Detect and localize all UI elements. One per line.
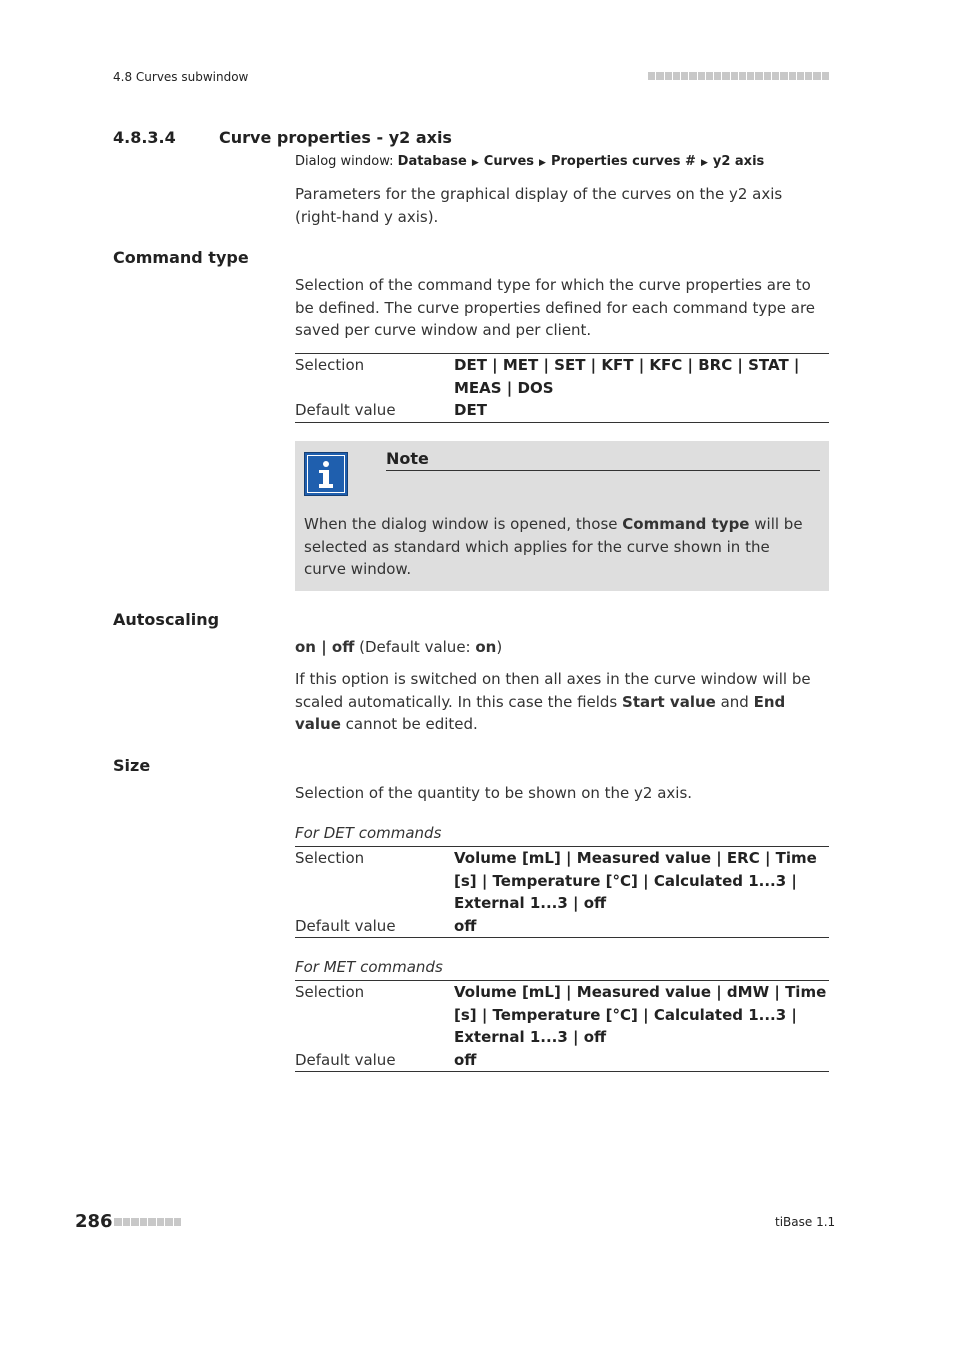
footer-decoration bbox=[114, 1218, 181, 1226]
met-table bbox=[295, 980, 829, 1072]
table-row bbox=[295, 1049, 829, 1072]
product-name: tiBase 1.1 bbox=[775, 1215, 836, 1229]
met-caption: For MET commands bbox=[295, 958, 443, 976]
table-row bbox=[295, 399, 829, 422]
path-arrow-icon: ▶ bbox=[539, 158, 546, 168]
det-table bbox=[295, 846, 829, 938]
running-header: 4.8 Curves subwindow bbox=[113, 70, 249, 84]
size-description: Selection of the quantity to be shown on the y2 axis. bbox=[295, 784, 693, 802]
size-label: Size bbox=[113, 756, 151, 775]
note-title: Note bbox=[386, 449, 820, 471]
command-type-description: Selection of the command type for which the curve properties are to be defined. The curve properties defined for each command type are saved per curve window and per client. bbox=[295, 276, 816, 339]
section-number: 4.8.3.4 bbox=[113, 128, 176, 147]
det-caption: For DET commands bbox=[295, 824, 442, 842]
table-value: Volume [mL] | Measured value | dMW | Time [s] | Temperature [°C] | Calculated 1...3 | External 1...3 | off bbox=[454, 983, 827, 1046]
dialog-path-item: Database bbox=[397, 154, 467, 169]
dialog-path bbox=[295, 154, 764, 169]
info-icon bbox=[304, 452, 348, 496]
intro-paragraph: Parameters for the graphical display of the curves on the y2 axis (right-hand y axis). bbox=[295, 185, 783, 226]
table-value: DET bbox=[454, 401, 487, 419]
table-row bbox=[295, 915, 829, 938]
table-row bbox=[295, 981, 829, 1049]
note-text: When the dialog window is opened, those Command type will be selected as standard which applies for the curve shown in the curve window. bbox=[304, 515, 803, 578]
table-key: Selection bbox=[295, 849, 365, 867]
path-arrow-icon: ▶ bbox=[700, 158, 708, 168]
dialog-path-prefix: Dialog window: bbox=[295, 154, 394, 169]
page-number: 286 bbox=[75, 1211, 113, 1232]
table-key: Default value bbox=[295, 916, 396, 935]
table-key: Selection bbox=[295, 356, 365, 374]
autoscaling-description: If this option is switched on then all axes in the curve window will be scaled automatically. In this case the fields Start value and End value cannot be edited. bbox=[295, 670, 811, 733]
section-title: Curve properties - y2 axis bbox=[219, 128, 452, 147]
header-decoration bbox=[648, 72, 829, 80]
autoscaling-options: on | off (Default value: on) bbox=[295, 638, 503, 656]
command-type-label: Command type bbox=[113, 248, 249, 267]
note-box bbox=[295, 441, 829, 591]
command-type-table bbox=[295, 353, 829, 423]
dialog-path-item: y2 axis bbox=[712, 154, 765, 169]
table-value: DET | MET | SET | KFT | KFC | BRC | STAT | MEAS | DOS bbox=[454, 356, 800, 397]
autoscaling-label: Autoscaling bbox=[113, 610, 220, 629]
table-row bbox=[295, 354, 829, 399]
table-value: off bbox=[454, 1050, 477, 1069]
table-value: Volume [mL] | Measured value | ERC | Time [s] | Temperature [°C] | Calculated 1...3 | External 1...3 | off bbox=[454, 849, 817, 912]
table-key: Default value bbox=[295, 1050, 396, 1069]
path-arrow-icon: ▶ bbox=[471, 158, 479, 168]
table-key: Selection bbox=[295, 983, 365, 1001]
table-key: Default value bbox=[295, 401, 396, 419]
table-value: off bbox=[454, 916, 477, 935]
dialog-path-item: Curves bbox=[483, 154, 535, 169]
table-row bbox=[295, 847, 829, 915]
dialog-path-item: Properties curves # bbox=[550, 154, 696, 169]
